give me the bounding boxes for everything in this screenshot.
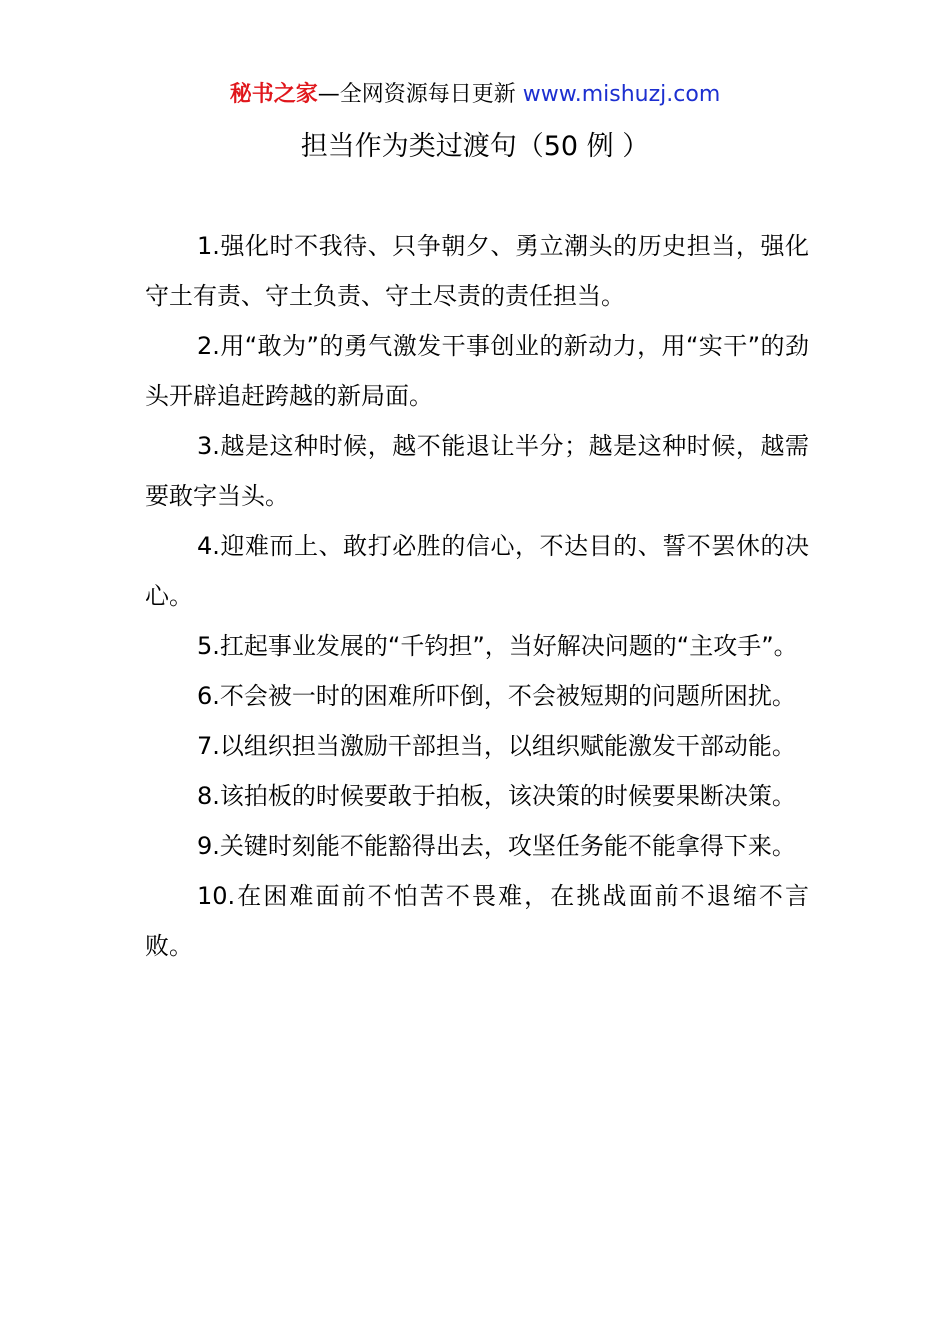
document-title: 担当作为类过渡句（50 例 ） bbox=[300, 131, 650, 162]
list-item: 4.迎难而上、敢打必胜的信心，不达目的、誓不罢休的决心。 bbox=[145, 532, 809, 610]
site-header bbox=[0, 80, 950, 110]
header-tagline: —全网资源每日更新 bbox=[317, 82, 523, 107]
list-item: 1.强化时不我待、只争朝夕、勇立潮头的历史担当，强化守土有责、守土负责、守土尽责的责任担当。 bbox=[145, 232, 809, 310]
list-item: 3.越是这种时候，越不能退让半分；越是这种时候，越需要敢字当头。 bbox=[145, 432, 809, 510]
list-item: 7.以组织担当激励干部担当，以组织赋能激发干部动能。 bbox=[197, 732, 796, 760]
document-body bbox=[145, 221, 809, 971]
brand-name: 秘书之家 bbox=[229, 82, 318, 107]
site-url[interactable]: www.mishuzj.com bbox=[522, 82, 721, 107]
list-item: 9.关键时刻能不能豁得出去，攻坚任务能不能拿得下来。 bbox=[197, 832, 796, 860]
list-item: 6.不会被一时的困难所吓倒，不会被短期的问题所困扰。 bbox=[197, 682, 796, 710]
list-item: 8.该拍板的时候要敢于拍板，该决策的时候要果断决策。 bbox=[197, 782, 796, 810]
list-item: 2.用“敢为”的勇气激发干事创业的新动力，用“实干”的劲头开辟追赶跨越的新局面。 bbox=[145, 332, 809, 410]
list-item: 5.扛起事业发展的“千钧担”，当好解决问题的“主攻手”。 bbox=[197, 632, 798, 660]
list-item: 10.在困难面前不怕苦不畏难，在挑战面前不退缩不言败。 bbox=[145, 882, 809, 960]
